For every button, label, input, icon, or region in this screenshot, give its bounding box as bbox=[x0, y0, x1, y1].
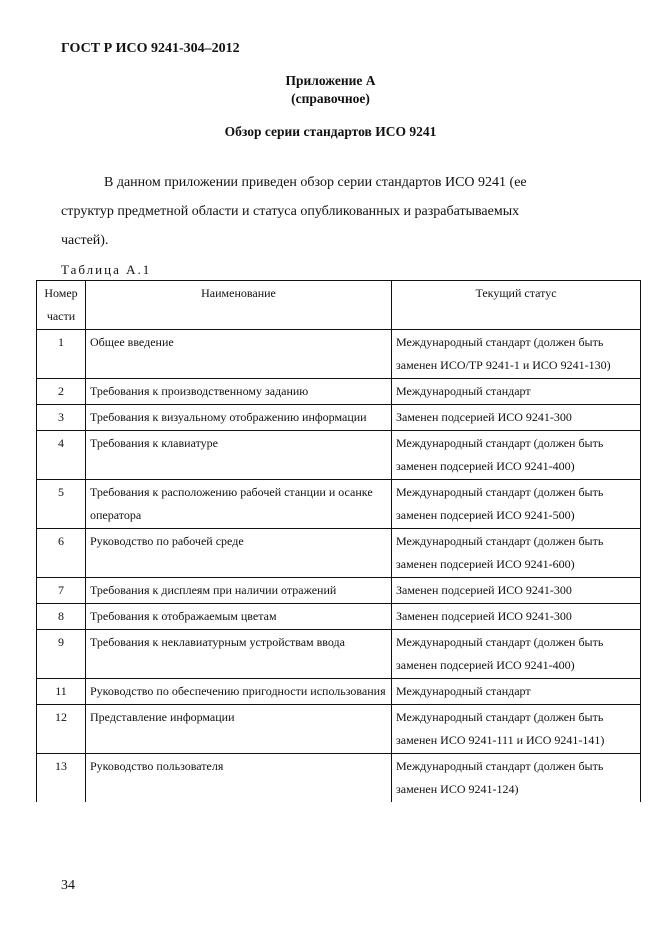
part-name: Требования к дисплеям при наличии отражений bbox=[86, 578, 392, 604]
part-name: Требования к визуальному отображению информации bbox=[86, 405, 392, 431]
table-row bbox=[37, 431, 641, 480]
table-row bbox=[37, 679, 641, 705]
part-status: Заменен подсерией ИСО 9241-300 bbox=[392, 604, 641, 630]
appendix-heading bbox=[0, 72, 661, 108]
table-body bbox=[37, 330, 641, 803]
appendix-kind: (справочное) bbox=[291, 91, 370, 106]
part-status: Международный стандарт bbox=[392, 379, 641, 405]
table-row bbox=[37, 379, 641, 405]
table-caption: Таблица А.1 bbox=[61, 262, 152, 277]
part-number: 8 bbox=[37, 604, 86, 630]
intro-paragraph bbox=[61, 168, 601, 255]
part-name: Требования к расположению рабочей станции и осанке оператора bbox=[86, 480, 392, 529]
header-name: Наименование bbox=[86, 281, 392, 330]
parts-table bbox=[36, 280, 641, 802]
part-number: 11 bbox=[37, 679, 86, 705]
table-row bbox=[37, 578, 641, 604]
table-row bbox=[37, 604, 641, 630]
header-number-line: Номер bbox=[44, 286, 78, 300]
table-row bbox=[37, 754, 641, 803]
part-name: Требования к отображаемым цветам bbox=[86, 604, 392, 630]
part-name: Требования к клавиатуре bbox=[86, 431, 392, 480]
table-header-row bbox=[37, 281, 641, 330]
header-status: Текущий статус bbox=[392, 281, 641, 330]
part-status: Международный стандарт (должен быть заменен ИСО/ТР 9241-1 и ИСО 9241-130) bbox=[392, 330, 641, 379]
table-row bbox=[37, 330, 641, 379]
part-status: Международный стандарт (должен быть заменен подсерией ИСО 9241-400) bbox=[392, 431, 641, 480]
intro-line: структур предметной области и статуса опубликованных и разрабатываемых bbox=[61, 204, 520, 219]
part-number: 6 bbox=[37, 529, 86, 578]
header-number-line: части bbox=[46, 309, 76, 323]
part-name: Руководство по обеспечению пригодности использования bbox=[86, 679, 392, 705]
part-name: Общее введение bbox=[86, 330, 392, 379]
part-number: 12 bbox=[37, 705, 86, 754]
part-status: Международный стандарт (должен быть заменен подсерией ИСО 9241-400) bbox=[392, 630, 641, 679]
table-row bbox=[37, 630, 641, 679]
section-title: Обзор серии стандартов ИСО 9241 bbox=[224, 124, 437, 139]
page-number: 34 bbox=[61, 878, 75, 893]
header-number bbox=[37, 281, 86, 330]
part-name: Руководство по рабочей среде bbox=[86, 529, 392, 578]
part-number: 2 bbox=[37, 379, 86, 405]
part-name: Представление информации bbox=[86, 705, 392, 754]
part-status: Международный стандарт bbox=[392, 679, 641, 705]
part-number: 9 bbox=[37, 630, 86, 679]
part-number: 5 bbox=[37, 480, 86, 529]
intro-line: В данном приложении приведен обзор серии стандартов ИСО 9241 (ее bbox=[104, 175, 527, 190]
part-number: 7 bbox=[37, 578, 86, 604]
part-name: Требования к неклавиатурным устройствам ввода bbox=[86, 630, 392, 679]
table-row bbox=[37, 405, 641, 431]
part-number: 1 bbox=[37, 330, 86, 379]
part-status: Международный стандарт (должен быть заменен ИСО 9241-124) bbox=[392, 754, 641, 803]
intro-line: частей). bbox=[61, 233, 109, 248]
appendix-title: Приложение А bbox=[285, 73, 376, 88]
part-status: Международный стандарт (должен быть заменен подсерией ИСО 9241-500) bbox=[392, 480, 641, 529]
part-status: Заменен подсерией ИСО 9241-300 bbox=[392, 578, 641, 604]
table-row bbox=[37, 529, 641, 578]
table-row bbox=[37, 480, 641, 529]
part-name: Руководство пользователя bbox=[86, 754, 392, 803]
part-status: Международный стандарт (должен быть заменен подсерией ИСО 9241-600) bbox=[392, 529, 641, 578]
part-number: 13 bbox=[37, 754, 86, 803]
part-status: Заменен подсерией ИСО 9241-300 bbox=[392, 405, 641, 431]
standard-designation: ГОСТ Р ИСО 9241-304–2012 bbox=[61, 41, 240, 56]
part-status: Международный стандарт (должен быть заменен ИСО 9241-111 и ИСО 9241-141) bbox=[392, 705, 641, 754]
part-number: 4 bbox=[37, 431, 86, 480]
part-name: Требования к производственному заданию bbox=[86, 379, 392, 405]
table-row bbox=[37, 705, 641, 754]
part-number: 3 bbox=[37, 405, 86, 431]
